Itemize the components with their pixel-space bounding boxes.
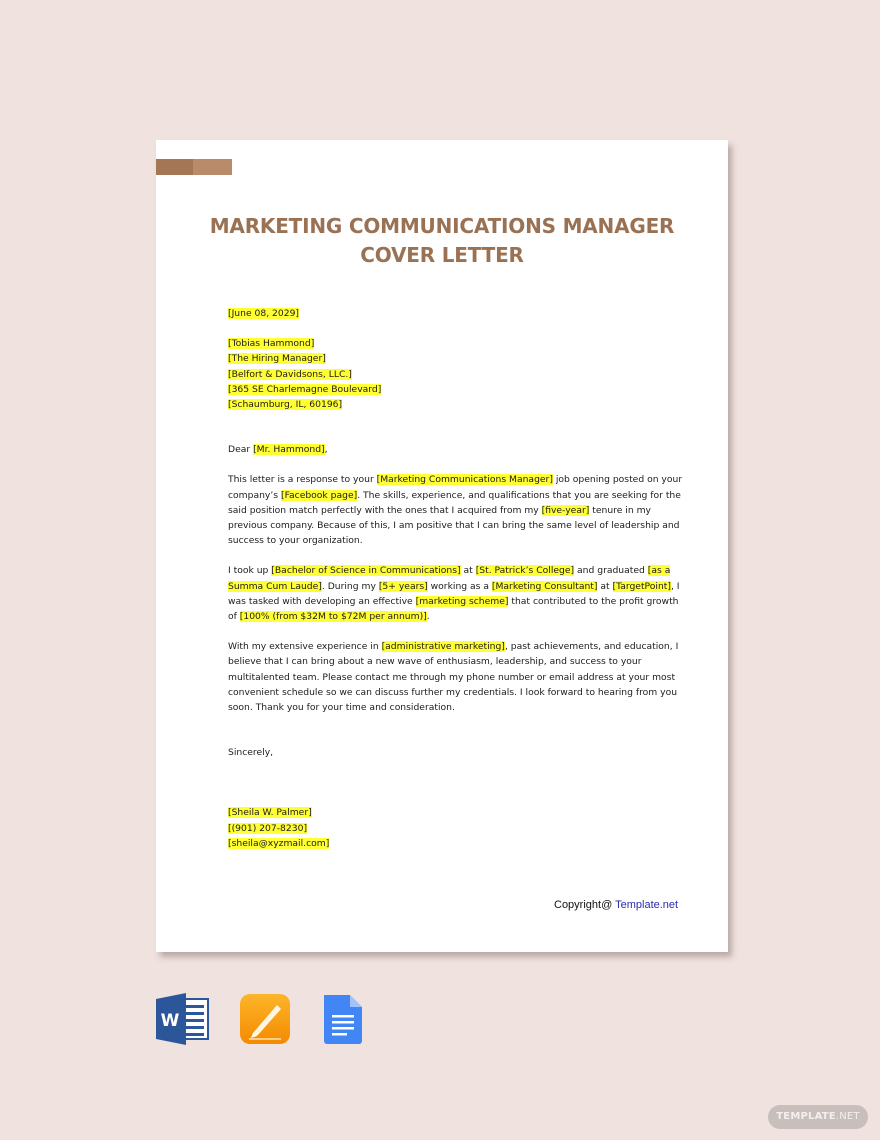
document-title xyxy=(156,212,728,270)
salutation-name: [Mr. Hammond] xyxy=(253,444,325,456)
sender-name: [Sheila W. Palmer] xyxy=(228,807,312,819)
recipient-city: [Schaumburg, IL, 60196] xyxy=(228,399,343,411)
title-line-1: MARKETING COMMUNICATIONS MANAGER xyxy=(209,214,675,238)
svg-text:W: W xyxy=(160,1011,180,1031)
recipient-name: [Tobias Hammond] xyxy=(228,338,315,350)
recipient-street: [365 SE Charlemagne Boulevard] xyxy=(228,383,382,395)
copyright-notice: Copyright@ Template.net xyxy=(554,899,679,911)
sender-phone: [(901) 207-8230] xyxy=(228,822,308,834)
paragraph-1: This letter is a response to your [Marketing Communications Manager] job opening posted on your company’s [Facebook page]. The skills, experience, and qualifications that you are seeking for the said position match perfectly with the ones that I acquired from my [five-year] tenure in my previous company. Because of this, I am positive that I can bring the same level of leadership and success to your organization. xyxy=(228,474,683,547)
word-icon[interactable] xyxy=(156,993,210,1045)
template-net-watermark: TEMPLATE.NET xyxy=(768,1105,868,1129)
letter-body xyxy=(228,306,688,851)
closing: Sincerely, xyxy=(228,747,274,759)
document-page xyxy=(156,140,728,952)
paragraph-2: I took up [Bachelor of Science in Communications] at [St. Patrick’s College] and graduated [as a Summa Cum Laude]. During my [5+ years] working as a [Marketing Consultant] at [TargetPoint], I was tasked with developing an effective [marketing scheme] that contributed to the profit growth of [100% (from $32M to $72M per annum)]. xyxy=(228,565,680,623)
pages-icon[interactable] xyxy=(239,993,293,1045)
accent-bar-light-segment xyxy=(193,159,232,175)
letter-date: [June 08, 2029] xyxy=(228,308,300,319)
paragraph-3: With my extensive experience in [administrative marketing], past achievements, and education, I believe that I can bring about a new wave of enthusiasm, leadership, and success to your multitalented team. Please contact me through my phone number or email address at your most convenient schedule so we can discuss further my credentials. I look forward to hearing from you soon. Thank you for your time and consideration. xyxy=(228,641,679,714)
salutation: Dear [Mr. Hammond], xyxy=(228,444,328,456)
google-docs-icon[interactable] xyxy=(322,993,376,1045)
accent-bar-dark-segment xyxy=(156,159,193,175)
recipient-block xyxy=(228,336,688,412)
template-net-link[interactable]: Template.net xyxy=(615,899,679,911)
sender-block xyxy=(228,805,688,851)
title-line-2: COVER LETTER xyxy=(360,243,524,267)
accent-bar xyxy=(156,159,232,175)
recipient-position: [The Hiring Manager] xyxy=(228,353,326,365)
format-icons xyxy=(156,993,405,1045)
sender-email: [sheila@xyzmail.com] xyxy=(228,837,330,849)
recipient-company: [Belfort & Davidsons, LLC.] xyxy=(228,368,352,380)
